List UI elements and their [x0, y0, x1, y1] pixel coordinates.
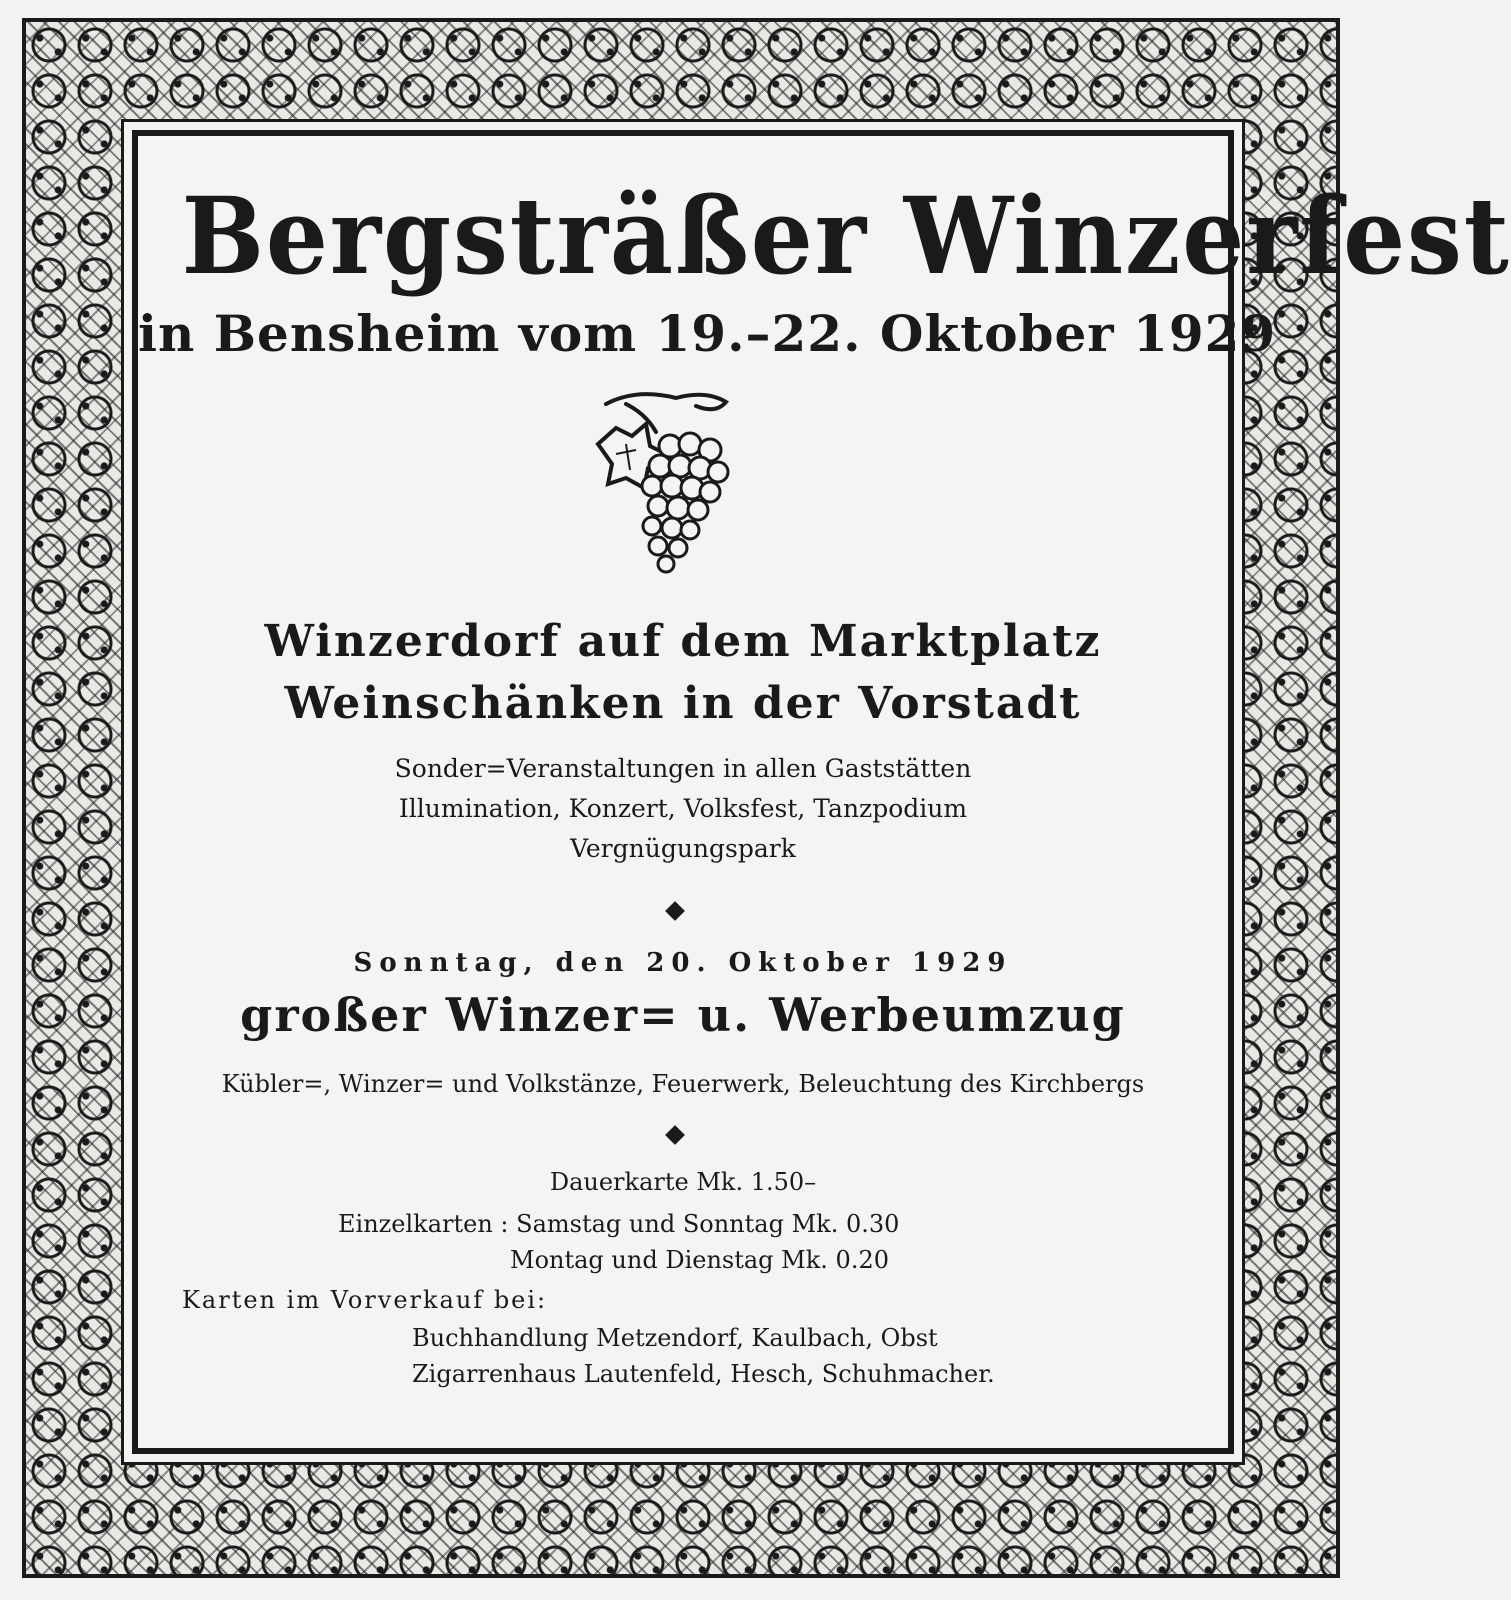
- event-line: Sonder=Veranstaltungen in allen Gaststätten: [394, 754, 972, 783]
- dances-line: Kübler=, Winzer= und Volkstänze, Feuerwerk, Beleuchtung des Kirchbergs: [221, 1070, 1145, 1098]
- poster-title: Bergsträßer Winzerfest: [181, 173, 1511, 298]
- event-line: Illumination, Konzert, Volksfest, Tanzpodium: [398, 794, 968, 823]
- poster-panel: [132, 130, 1511, 1454]
- parade-headline: großer Winzer= u. Werbeumzug: [240, 988, 1126, 1042]
- season-ticket-price: Dauerkarte Mk. 1.50–: [549, 1168, 817, 1196]
- sunday-date: Sonntag, den 20. Oktober 1929: [353, 948, 1013, 978]
- seller-line: Zigarrenhaus Lautenfeld, Hesch, Schuhmacher.: [412, 1360, 995, 1388]
- headline-weinschaenken: Weinschänken in der Vorstadt: [284, 678, 1082, 729]
- diamond-divider-icon: [665, 901, 685, 921]
- single-ticket-weekday: Montag und Dienstag Mk. 0.20: [510, 1246, 889, 1274]
- diamond-divider-icon: [665, 1125, 685, 1145]
- presale-label: Karten im Vorverkauf bei:: [182, 1286, 548, 1314]
- seller-line: Buchhandlung Metzendorf, Kaulbach, Obst: [412, 1324, 938, 1352]
- poster-subtitle: in Bensheim vom 19.–22. Oktober 1929: [138, 304, 1277, 363]
- single-ticket-weekend: Einzelkarten : Samstag und Sonntag Mk. 0.30: [338, 1210, 900, 1238]
- event-line: Vergnügungspark: [570, 834, 796, 863]
- headline-winzerdorf: Winzerdorf auf dem Marktplatz: [264, 616, 1102, 667]
- grape-cluster-icon: [586, 384, 746, 574]
